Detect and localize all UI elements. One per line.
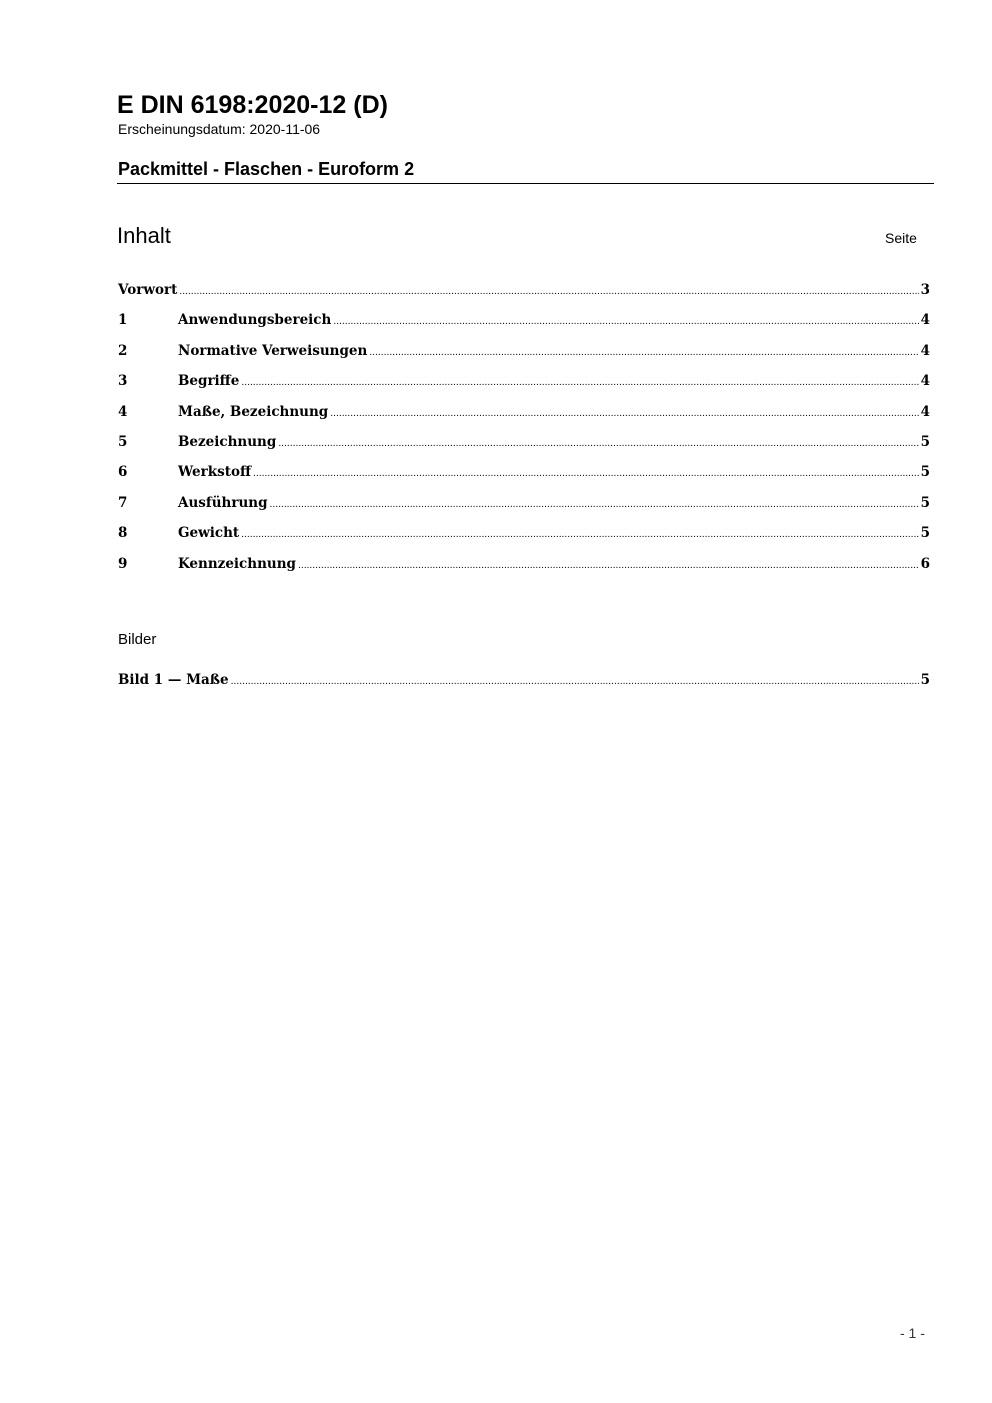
figure-entry[interactable] bbox=[118, 670, 930, 690]
document-title: E DIN 6198:2020-12 (D) bbox=[117, 91, 388, 119]
toc-entry-title: Kennzeichnung bbox=[178, 555, 296, 572]
figure-entry-title: Bild 1 — Maße bbox=[118, 672, 229, 688]
toc-entry-number: 9 bbox=[118, 555, 128, 572]
toc-entry-number: 4 bbox=[118, 403, 128, 420]
toc-entry-title: Begriffe bbox=[178, 373, 240, 390]
document-subject: Packmittel - Flaschen - Euroform 2 bbox=[118, 159, 415, 179]
page-number: - 1 - bbox=[900, 1325, 925, 1341]
toc-entry-number: 1 bbox=[118, 312, 128, 329]
toc-entry[interactable] bbox=[118, 280, 930, 300]
toc-entry[interactable] bbox=[118, 462, 930, 482]
toc-page-column-label: Seite bbox=[885, 230, 917, 246]
dot-leader bbox=[298, 556, 919, 576]
toc-entry-title: Ausführung bbox=[178, 494, 268, 511]
dot-leader bbox=[330, 404, 918, 424]
toc-entry[interactable] bbox=[118, 432, 930, 452]
dot-leader bbox=[333, 312, 918, 332]
toc-entry-number: 6 bbox=[118, 464, 128, 481]
toc-heading: Inhalt bbox=[117, 223, 171, 248]
toc-entry-title: Maße, Bezeichnung bbox=[178, 403, 329, 420]
dot-leader bbox=[179, 282, 918, 302]
toc-entry-number: 7 bbox=[118, 494, 128, 511]
dot-leader bbox=[369, 343, 918, 363]
toc-entry[interactable] bbox=[118, 493, 930, 513]
header-divider bbox=[117, 183, 934, 184]
toc-entry-title: Vorwort bbox=[118, 282, 178, 298]
dot-leader bbox=[278, 434, 918, 454]
figures-heading: Bilder bbox=[118, 631, 157, 648]
dot-leader bbox=[253, 464, 919, 484]
dot-leader bbox=[241, 525, 918, 545]
toc-entry[interactable] bbox=[118, 402, 930, 422]
toc-entry-number: 5 bbox=[118, 434, 128, 450]
toc-entry-page: 5 bbox=[920, 434, 930, 450]
toc-entry-page: 3 bbox=[920, 282, 930, 298]
toc-entry-page: 6 bbox=[920, 555, 930, 572]
toc-entry-title: Normative Verweisungen bbox=[178, 342, 368, 359]
toc-entry-number: 2 bbox=[118, 342, 128, 359]
toc-entry-page: 4 bbox=[920, 373, 930, 390]
toc-entry-page: 4 bbox=[920, 342, 930, 359]
toc-entry-title: Gewicht bbox=[178, 525, 240, 542]
toc-entry-number: 3 bbox=[118, 373, 128, 390]
toc-entry-title: Werkstoff bbox=[178, 464, 252, 481]
toc-entry-number: 8 bbox=[118, 525, 128, 542]
toc-entry-page: 5 bbox=[920, 494, 930, 511]
toc-entry-page: 5 bbox=[920, 525, 930, 542]
toc-entry[interactable] bbox=[118, 554, 930, 574]
toc-entry-title: Bezeichnung bbox=[178, 434, 277, 450]
dot-leader bbox=[241, 373, 918, 393]
toc-entry[interactable] bbox=[118, 523, 930, 543]
figure-entry-page: 5 bbox=[920, 672, 930, 688]
toc-entry-title: Anwendungsbereich bbox=[178, 312, 332, 329]
toc-entry-page: 4 bbox=[920, 403, 930, 420]
toc-entry[interactable] bbox=[118, 341, 930, 361]
publication-date: Erscheinungsdatum: 2020-11-06 bbox=[118, 121, 321, 137]
dot-leader bbox=[270, 495, 919, 515]
dot-leader bbox=[231, 672, 919, 692]
toc-entry-page: 4 bbox=[920, 312, 930, 329]
toc-entry[interactable] bbox=[118, 371, 930, 391]
toc-entry-page: 5 bbox=[920, 464, 930, 481]
toc-entry[interactable] bbox=[118, 310, 930, 330]
